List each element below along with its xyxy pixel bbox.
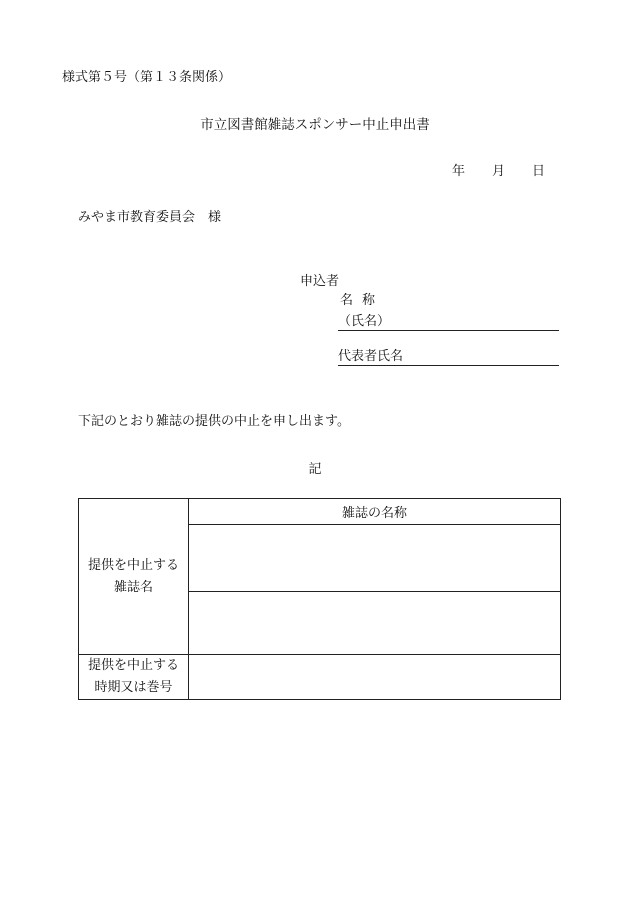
name-label: 名称 bbox=[340, 293, 385, 308]
date-day-label: 日 bbox=[532, 164, 546, 179]
magazine-name-cell-1[interactable] bbox=[189, 525, 561, 592]
applicant-label: 申込者 bbox=[300, 274, 340, 289]
magazine-name-cell-2[interactable] bbox=[189, 592, 561, 655]
period-label-cell bbox=[79, 655, 189, 700]
magazine-label-cell bbox=[79, 499, 189, 655]
name-sub-label: （氏名） bbox=[338, 314, 391, 329]
date-year-label: 年 bbox=[452, 164, 466, 179]
period-label-line1: 提供を中止する bbox=[87, 658, 179, 673]
document-title: 市立図書館雑誌スポンサー中止申出書 bbox=[200, 117, 430, 133]
statement-text: 下記のとおり雑誌の提供の中止を申し出ます。 bbox=[78, 414, 350, 429]
period-label-line2: 時期又は巻号 bbox=[94, 680, 173, 695]
magazine-label-line2: 雑誌名 bbox=[113, 579, 153, 595]
date-month-label: 月 bbox=[492, 164, 506, 179]
addressee: みやま市教育委員会 様 bbox=[78, 210, 222, 225]
magazine-name-header: 雑誌の名称 bbox=[189, 499, 561, 525]
name-field[interactable] bbox=[338, 310, 559, 331]
representative-name-field[interactable] bbox=[338, 345, 559, 366]
period-value-cell[interactable] bbox=[189, 655, 561, 700]
ki-heading: 記 bbox=[308, 462, 322, 477]
form-number: 様式第５号（第１３条関係） bbox=[62, 70, 232, 85]
request-table bbox=[78, 498, 561, 700]
magazine-label-line1: 提供を中止する bbox=[87, 557, 179, 573]
representative-label: 代表者氏名 bbox=[338, 349, 404, 364]
